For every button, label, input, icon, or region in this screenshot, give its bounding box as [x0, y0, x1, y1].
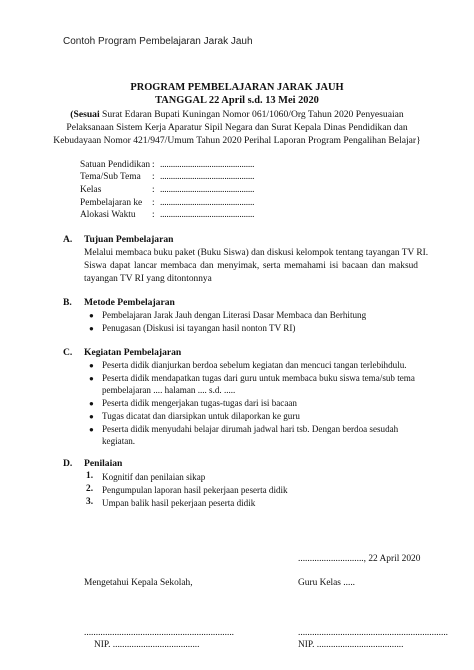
signature-left-name: ................................................................: [84, 628, 234, 638]
signature-left-nip: NIP. .....................................: [94, 640, 200, 650]
section-c-item-continuation: pembelajaran .... halaman .... s.d. .....: [102, 385, 236, 395]
field-label-kelas: Kelas: [80, 185, 102, 195]
bullet-icon: ●: [89, 361, 94, 370]
field-value-kelas: ............................................: [160, 185, 255, 195]
bullet-icon: ●: [89, 374, 94, 383]
section-a-text-line: tayangan TV RI yang ditontonnya: [84, 274, 212, 284]
section-d-letter: D.: [63, 458, 73, 469]
reference-line-1: [0, 109, 474, 120]
document-header: Contoh Program Pembelajaran Jarak Jauh: [63, 36, 253, 47]
field-label-satuan: Satuan Pendidikan: [80, 160, 151, 170]
section-b-title: Metode Pembelajaran: [84, 297, 175, 308]
field-value-tema: ............................................: [160, 172, 255, 182]
section-c-item-continuation: kegiatan.: [102, 436, 136, 446]
reference-line-1-text: Surat Edaran Bupati Kuningan Nomor 061/1060/Org Tahun 2020 Penyesuaian: [99, 109, 404, 120]
section-d-title: Penilaian: [84, 458, 123, 469]
signature-place-date: ............................, 22 April 2020: [298, 554, 421, 564]
field-colon: :: [152, 185, 155, 195]
signature-right-title: Guru Kelas .....: [298, 578, 356, 588]
section-c-title: Kegiatan Pembelajaran: [84, 347, 182, 358]
section-a-text-line: Siswa dapat lancar membaca dan menyimak, serta memahami isi bacaan dan maksud: [84, 261, 418, 271]
signature-right-name: ................................................................: [298, 628, 448, 638]
section-c-item: Peserta didik mengerjakan tugas-tugas dari isi bacaan: [102, 398, 297, 408]
section-c-item: Tugas dicatat dan diarsipkan untuk dilaporkan ke guru: [102, 411, 300, 421]
bullet-icon: ●: [89, 425, 94, 434]
section-c-item: Peserta didik menyudahi belajar dirumah jadwal hari tsb. Dengan berdoa sesudah: [102, 424, 399, 434]
field-colon: :: [152, 198, 155, 208]
section-a-title: Tujuan Pembelajaran: [84, 234, 174, 245]
reference-line-2: Pelaksanaan Sistem Kerja Aparatur Sipil Negara dan Surat Kepala Dinas Pendidikan dan: [66, 122, 408, 133]
section-c-item: Peserta didik dianjurkan berdoa sebelum kegiatan dan mencuci tangan terlebihdulu.: [102, 360, 407, 370]
document-date-range: TANGGAL 22 April s.d. 13 Mei 2020: [155, 95, 319, 106]
bullet-icon: ●: [89, 412, 94, 421]
field-colon: :: [152, 210, 155, 220]
field-colon: :: [152, 172, 155, 182]
field-colon: :: [152, 160, 155, 170]
reference-prefix: (Sesuai: [70, 109, 100, 120]
field-value-alokasi: ............................................: [160, 210, 255, 220]
section-d-item: Umpan balik hasil pekerjaan peserta didik: [102, 498, 256, 508]
section-c-item: Peserta didik mendapatkan tugas dari guru untuk membaca buku siswa tema/sub tema: [102, 373, 415, 383]
field-label-pembelajaran: Pembelajaran ke: [80, 198, 143, 208]
section-d-number: 3.: [86, 497, 94, 507]
signature-right-nip: NIP. .....................................: [298, 640, 404, 650]
document-title: PROGRAM PEMBELAJARAN JARAK JAUH: [130, 82, 344, 93]
section-d-item: Kognitif dan penilaian sikap: [102, 472, 206, 482]
section-c-letter: C.: [63, 347, 73, 358]
section-d-item: Pengumpulan laporan hasil pekerjaan peserta didik: [102, 485, 288, 495]
bullet-icon: ●: [89, 399, 94, 408]
section-d-number: 1.: [86, 471, 94, 481]
signature-left-title: Mengetahui Kepala Sekolah,: [84, 578, 193, 588]
bullet-icon: ●: [89, 324, 94, 333]
reference-line-3: Kebudayaan Nomor 421/947/Umum Tahun 2020 Perihal Laporan Program Pengalihan Belajar}: [53, 135, 421, 146]
section-b-letter: B.: [63, 297, 72, 308]
section-b-item: Penugasan (Diskusi isi tayangan hasil nonton TV RI): [102, 323, 296, 333]
field-label-tema: Tema/Sub Tema: [80, 172, 141, 182]
field-value-satuan: ............................................: [160, 160, 255, 170]
section-a-letter: A.: [63, 234, 73, 245]
bullet-icon: ●: [89, 311, 94, 320]
section-d-number: 2.: [86, 484, 94, 494]
section-a-text-line: Melalui membaca buku paket (Buku Siswa) dan diskusi kelompok tentang tayangan TV RI.: [84, 248, 429, 258]
section-b-item: Pembelajaran Jarak Jauh dengan Literasi Dasar Membaca dan Berhitung: [102, 310, 367, 320]
field-value-pembelajaran: ............................................: [160, 198, 255, 208]
field-label-alokasi: Alokasi Waktu: [80, 210, 136, 220]
